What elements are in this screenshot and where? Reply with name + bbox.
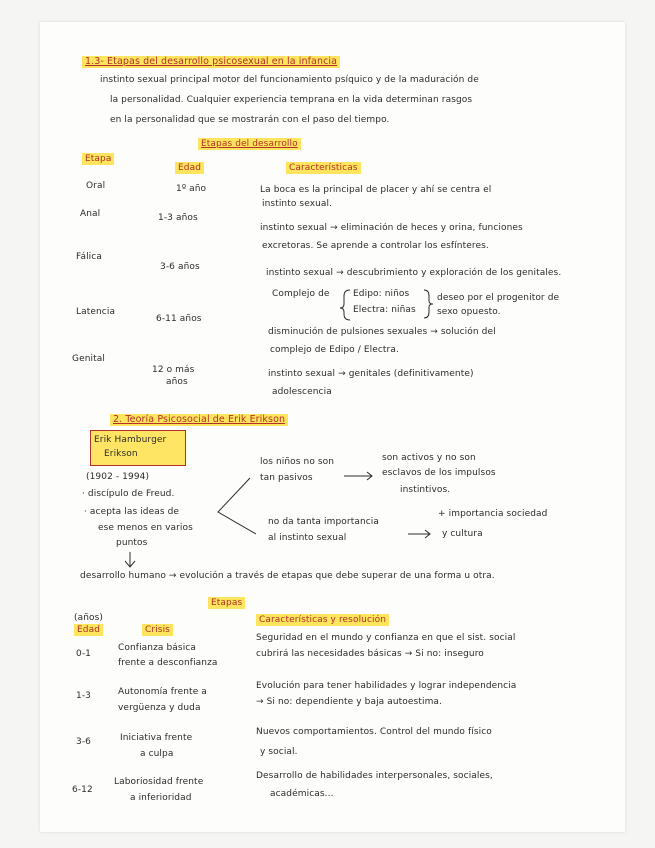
erik-crisis-0-2: frente a desconfianza — [118, 658, 218, 668]
branch1-arrow-icon — [344, 472, 372, 480]
erik-crisis-2-2: a culpa — [140, 749, 174, 759]
erik-line-0-2: cubrirá las necesidades básicas → Si no: inseguro — [256, 649, 484, 659]
feature-latencia-1: disminución de pulsiones sexuales → solución del — [268, 327, 496, 337]
feature-latencia-2: complejo de Edipo / Electra. — [270, 345, 399, 355]
erik-line-1-1: Evolución para tener habilidades y lograr independencia — [256, 681, 517, 691]
erikson-name-1: Erik Hamburger — [94, 435, 167, 445]
erik-age-1: 1-3 — [76, 691, 91, 701]
header2-age: Edad — [74, 624, 103, 636]
complex-label: Complejo de — [272, 289, 330, 299]
age-unit-label: (años) — [74, 613, 104, 623]
header-age: Edad — [175, 162, 204, 174]
section2-title: 2. Teoría Psicosocial de Erik Erikson — [110, 414, 288, 426]
feature-genital-1: instinto sexual → genitales (definitivamente) — [268, 369, 474, 379]
complex-right-brace-icon — [424, 290, 433, 318]
age-falica: 3-6 años — [160, 262, 200, 272]
erik-line-2-2: y social. — [260, 747, 298, 757]
branch2-result-2: y cultura — [442, 529, 483, 539]
erik-crisis-1-1: Autonomía frente a — [118, 687, 207, 697]
intro-line-3: en la personalidad que se mostrarán con el paso del tiempo. — [110, 115, 390, 125]
stage-falica: Fálica — [76, 252, 102, 262]
note-1: · discípulo de Freud. — [82, 489, 175, 499]
erik-crisis-2-1: Iniciativa frente — [120, 733, 193, 743]
down-arrow-icon — [125, 552, 135, 567]
erik-line-2-1: Nuevos comportamientos. Control del mundo físico — [256, 727, 492, 737]
erikson-years: (1902 - 1994) — [86, 472, 150, 482]
age-genital: 12 o más — [152, 365, 195, 375]
age-latencia: 6-11 años — [156, 314, 202, 324]
erik-age-0: 0-1 — [76, 649, 91, 659]
branch2-line-2: al instinto sexual — [268, 533, 347, 543]
branch1-result-3: instintivos. — [400, 485, 451, 495]
feature-anal-2: excretoras. Se aprende a controlar los esfínteres. — [262, 241, 489, 251]
intro-line-2: la personalidad. Cualquier experiencia temprana en la vida determinan rasgos — [110, 95, 473, 105]
branch1-result-1: son activos y no son — [382, 453, 476, 463]
header-features: Características — [286, 162, 361, 174]
branch2-line-1: no da tanta importancia — [268, 517, 380, 527]
feature-anal-1: instinto sexual → eliminación de heces y orina, funciones — [260, 223, 523, 233]
branch1-line-2: tan pasivos — [260, 473, 313, 483]
stage-latencia: Latencia — [76, 307, 116, 317]
complex-electra: Electra: niñas — [353, 305, 416, 315]
erik-crisis-3-1: Laboriosidad frente — [114, 777, 204, 787]
feature-genital-2: adolescencia — [272, 387, 332, 397]
branch2-arrow-icon — [408, 530, 430, 538]
erik-age-3: 6-12 — [72, 785, 93, 795]
intro-line-1: instinto sexual principal motor del funcionamiento psíquico y de la maduración de — [100, 75, 479, 85]
erik-line-3-1: Desarrollo de habilidades interpersonales, sociales, — [256, 771, 493, 781]
erik-crisis-0-1: Confianza básica — [118, 643, 196, 653]
stage-genital: Genital — [72, 354, 105, 364]
feature-oral-2: instinto sexual. — [262, 199, 333, 209]
erik-line-1-2: → Si no: dependiente y baja autoestima. — [256, 697, 443, 707]
section1-title: 1.3- Etapas del desarrollo psicosexual en la infancia — [82, 56, 340, 68]
feature-falica-1: instinto sexual → descubrimiento y exploración de los genitales. — [266, 268, 562, 278]
complex-left-brace-icon — [340, 290, 350, 320]
age-genital-unit: años — [166, 377, 188, 387]
section2-subtitle: Etapas — [208, 597, 245, 609]
erikson-name-2: Erikson — [104, 449, 138, 459]
note-3: ese menos en varios — [98, 523, 193, 533]
complex-desc-2: sexo opuesto. — [437, 307, 501, 317]
section1-subtitle: Etapas del desarrollo — [198, 138, 301, 150]
branch2-result-1: + importancia sociedad — [438, 509, 548, 519]
erik-crisis-1-2: vergüenza y duda — [118, 703, 201, 713]
branch-lines-icon — [218, 478, 256, 534]
summary-line: desarrollo humano → evolución a través de etapas que debe superar de una forma u otra. — [80, 571, 495, 581]
erik-line-0-1: Seguridad en el mundo y confianza en que el sist. social — [256, 633, 516, 643]
header2-crisis: Crisis — [142, 624, 173, 636]
erik-age-2: 3-6 — [76, 737, 91, 747]
header2-features: Características y resolución — [256, 614, 389, 626]
stage-oral: Oral — [86, 181, 106, 191]
header-stage: Etapa — [82, 153, 114, 165]
stage-anal: Anal — [80, 209, 101, 219]
erik-line-3-2: académicas... — [270, 789, 334, 799]
age-anal: 1-3 años — [158, 213, 198, 223]
branch1-line-1: los niños no son — [260, 457, 335, 467]
note-4: puntos — [116, 538, 148, 548]
complex-desc-1: deseo por el progenitor de — [437, 293, 560, 303]
feature-oral-1: La boca es la principal de placer y ahí se centra el — [260, 185, 492, 195]
branch1-result-2: esclavos de los impulsos — [382, 468, 496, 478]
complex-edipo: Edipo: niños — [353, 289, 410, 299]
erik-crisis-3-2: a inferioridad — [130, 793, 192, 803]
age-oral: 1º año — [176, 184, 207, 194]
note-2: · acepta las ideas de — [84, 507, 180, 517]
